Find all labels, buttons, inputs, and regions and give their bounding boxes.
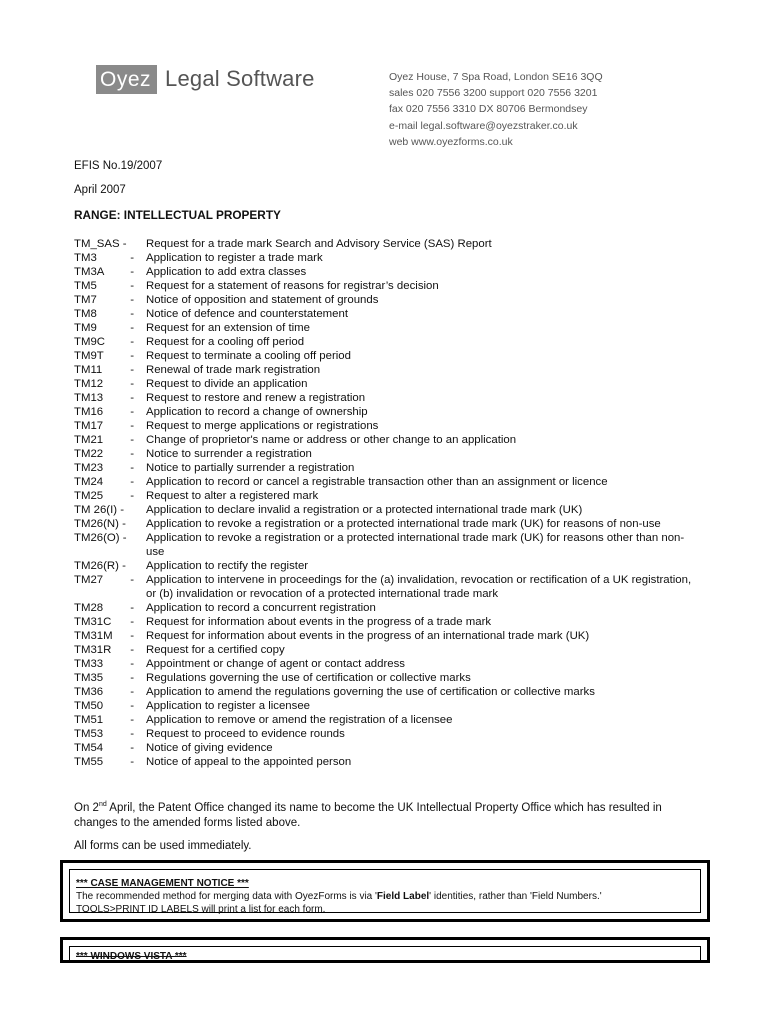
form-description: Notice of opposition and statement of grounds (146, 294, 379, 306)
form-separator: - (130, 322, 134, 334)
forms-available-paragraph: All forms can be used immediately. (74, 840, 252, 852)
form-row (74, 643, 694, 657)
form-row (74, 699, 694, 713)
form-row (74, 349, 694, 363)
form-description: Application to intervene in proceedings for the (a) invalidation, revocation or rectification of a UK registration, or (b) invalidation or revocation of a protected international trade mark (146, 574, 692, 600)
form-description: Application to revoke a registration or a protected international trade mark (UK) for reasons other than non-use (146, 532, 685, 558)
form-separator: - (130, 434, 134, 446)
form-row (74, 335, 694, 349)
form-row (74, 573, 694, 601)
form-description: Application to register a licensee (146, 700, 310, 712)
form-separator: - (130, 448, 134, 460)
form-code: TM3 - (74, 252, 134, 264)
form-description: Request to merge applications or registrations (146, 420, 379, 432)
form-code: TM9C - (74, 336, 134, 348)
form-description: Request for a cooling off period (146, 336, 305, 348)
paragraph-text: On 2 (74, 801, 99, 814)
windows-vista-notice (60, 937, 710, 963)
address-line: Oyez House, 7 Spa Road, London SE16 3QQ (389, 71, 603, 83)
notice-text: ' identities, rather than 'Field Numbers.' (429, 891, 602, 902)
form-description: Request to restore and renew a registration (146, 392, 366, 404)
form-row (74, 559, 694, 573)
form-separator: - (130, 686, 134, 698)
form-description: Notice to surrender a registration (146, 448, 312, 460)
form-code: TM36 - (74, 686, 134, 698)
form-separator: - (130, 742, 134, 754)
letterhead-address (389, 69, 603, 150)
form-row (74, 657, 694, 671)
notice-title: *** WINDOWS VISTA *** (76, 951, 187, 962)
form-separator: - (130, 266, 134, 278)
form-separator: - (130, 336, 134, 348)
form-description: Request to divide an application (146, 378, 308, 390)
office-change-paragraph (74, 797, 694, 831)
form-row (74, 685, 694, 699)
form-row (74, 517, 694, 531)
form-code: TM27 - (74, 574, 134, 586)
ordinal-suffix: nd (98, 801, 107, 808)
form-row (74, 601, 694, 615)
form-code: TM26(R) - (74, 560, 126, 572)
form-code: TM26(N) - (74, 518, 126, 530)
form-code: TM23 - (74, 462, 134, 474)
form-row (74, 741, 694, 755)
form-description: Renewal of trade mark registration (146, 364, 321, 376)
form-description: Application to declare invalid a registration or a protected international trade mark (UK) (146, 504, 583, 516)
form-row (74, 405, 694, 419)
issue-date: April 2007 (74, 184, 126, 196)
form-row (74, 265, 694, 279)
form-row (74, 615, 694, 629)
form-code: TM17 - (74, 420, 134, 432)
form-code: TM50 - (74, 700, 134, 712)
forms-list (74, 237, 694, 769)
form-code: TM31M - (74, 630, 134, 642)
case-management-notice (60, 860, 710, 922)
form-code: TM55 - (74, 756, 134, 768)
form-code: TM31C - (74, 616, 134, 628)
form-description: Application to record a change of ownership (146, 406, 368, 418)
form-code: TM28 - (74, 602, 134, 614)
form-description: Application to record a concurrent registration (146, 602, 376, 614)
form-code: TM13 - (74, 392, 134, 404)
form-description: Notice to partially surrender a registration (146, 462, 355, 474)
form-row (74, 671, 694, 685)
form-row (74, 531, 694, 559)
form-row (74, 475, 694, 489)
address-line: fax 020 7556 3310 DX 80706 Bermondsey (389, 103, 588, 116)
form-description: Notice of defence and counterstatement (146, 308, 348, 320)
form-separator: - (130, 462, 134, 474)
form-code: TM3A - (74, 266, 134, 278)
form-separator: - (130, 574, 134, 586)
paragraph-text: April, the Patent Office changed its name to become the UK Intellectual Property Office which has resulted in changes to the amended forms listed above. (74, 801, 662, 829)
form-separator: - (130, 350, 134, 362)
form-description: Application to register a trade mark (146, 252, 323, 264)
form-description: Request to alter a registered mark (146, 490, 319, 502)
notice-inner-frame (69, 869, 701, 913)
form-code: TM9T - (74, 350, 134, 362)
notice-line: TOOLS>PRINT ID LABELS will print a list for each form. (76, 904, 326, 915)
form-code: TM54 - (74, 742, 134, 754)
form-separator: - (130, 602, 134, 614)
form-description: Request for a statement of reasons for registrar’s decision (146, 280, 439, 292)
notice-emphasis: Field Label (376, 891, 430, 902)
form-code: TM33 - (74, 658, 134, 670)
form-separator: - (130, 658, 134, 670)
form-separator: - (130, 364, 134, 376)
form-separator: - (130, 490, 134, 502)
form-description: Application to revoke a registration or a protected international trade mark (UK) for reasons of non-use (146, 518, 661, 530)
form-separator: - (130, 700, 134, 712)
form-separator: - (130, 672, 134, 684)
form-code: TM 26(I) - (74, 504, 124, 516)
form-description: Request for a trade mark Search and Advisory Service (SAS) Report (146, 238, 492, 250)
form-separator: - (130, 280, 134, 292)
form-description: Appointment or change of agent or contact address (146, 658, 405, 670)
notice-title: *** CASE MANAGEMENT NOTICE *** (76, 878, 249, 889)
form-row (74, 237, 694, 251)
form-separator: - (130, 406, 134, 418)
form-code: TM5 - (74, 280, 134, 292)
form-code: TM21 - (74, 434, 134, 446)
form-row (74, 713, 694, 727)
form-row (74, 321, 694, 335)
form-code: TM_SAS - (74, 238, 127, 250)
logo-mark: Oyez (96, 65, 157, 94)
form-row (74, 461, 694, 475)
form-separator: - (130, 378, 134, 390)
form-row (74, 251, 694, 265)
logo (96, 64, 315, 94)
form-description: Application to rectify the register (146, 560, 309, 572)
form-separator: - (130, 714, 134, 726)
form-separator: - (130, 392, 134, 404)
form-description: Application to add extra classes (146, 266, 307, 278)
form-row (74, 377, 694, 391)
address-line: e-mail legal.software@oyezstraker.co.uk (389, 119, 578, 132)
form-row (74, 293, 694, 307)
form-code: TM8 - (74, 308, 134, 320)
form-description: Application to remove or amend the registration of a licensee (146, 714, 453, 726)
form-description: Request for information about events in the progress of an international trade mark (UK) (146, 630, 590, 642)
form-code: TM51 - (74, 714, 134, 726)
form-code: TM12 - (74, 378, 134, 390)
form-description: Change of proprietor's name or address or other change to an application (146, 434, 517, 446)
form-code: TM26(O) - (74, 532, 127, 544)
form-code: TM9 - (74, 322, 134, 334)
form-code: TM7 - (74, 294, 134, 306)
form-row (74, 433, 694, 447)
form-code: TM31R - (74, 644, 134, 656)
form-row (74, 363, 694, 377)
form-description: Notice of appeal to the appointed person (146, 756, 352, 768)
form-separator: - (130, 616, 134, 628)
form-separator: - (130, 728, 134, 740)
form-row (74, 279, 694, 293)
form-description: Request for a certified copy (146, 644, 285, 656)
form-description: Request for an extension of time (146, 322, 310, 334)
notice-line (76, 890, 694, 903)
form-row (74, 391, 694, 405)
form-code: TM11 - (74, 364, 134, 376)
form-description: Request to proceed to evidence rounds (146, 728, 345, 740)
form-row (74, 503, 694, 517)
logo-wordmark: Legal Software (165, 66, 315, 91)
form-code: TM35 - (74, 672, 134, 684)
form-separator: - (130, 252, 134, 264)
notice-inner-frame (69, 946, 701, 963)
form-row (74, 489, 694, 503)
address-line: web www.oyezforms.co.uk (389, 135, 513, 148)
form-description: Application to record or cancel a registrable transaction other than an assignment or licence (146, 476, 608, 488)
notice-text: The recommended method for merging data with OyezForms is via ' (76, 891, 377, 902)
form-separator: - (130, 644, 134, 656)
form-separator: - (130, 308, 134, 320)
form-separator: - (130, 756, 134, 768)
form-separator: - (130, 294, 134, 306)
form-separator: - (130, 476, 134, 488)
form-row (74, 419, 694, 433)
form-row (74, 727, 694, 741)
efis-number: EFIS No.19/2007 (74, 160, 163, 172)
form-row (74, 307, 694, 321)
form-description: Request to terminate a cooling off period (146, 350, 351, 362)
address-line: sales 020 7556 3200 support 020 7556 3201 (389, 87, 598, 100)
form-row (74, 447, 694, 461)
form-description: Request for information about events in the progress of a trade mark (146, 616, 492, 628)
form-code: TM53 - (74, 728, 134, 740)
form-code: TM16 - (74, 406, 134, 418)
form-code: TM22 - (74, 448, 134, 460)
range-title: RANGE: INTELLECTUAL PROPERTY (74, 208, 281, 222)
form-code: TM25 - (74, 490, 134, 502)
form-separator: - (130, 630, 134, 642)
form-description: Regulations governing the use of certification or collective marks (146, 672, 471, 684)
form-separator: - (130, 420, 134, 432)
form-description: Application to amend the regulations governing the use of certification or collective marks (146, 686, 595, 698)
form-row (74, 629, 694, 643)
form-row (74, 755, 694, 769)
form-code: TM24 - (74, 476, 134, 488)
form-description: Notice of giving evidence (146, 742, 273, 754)
